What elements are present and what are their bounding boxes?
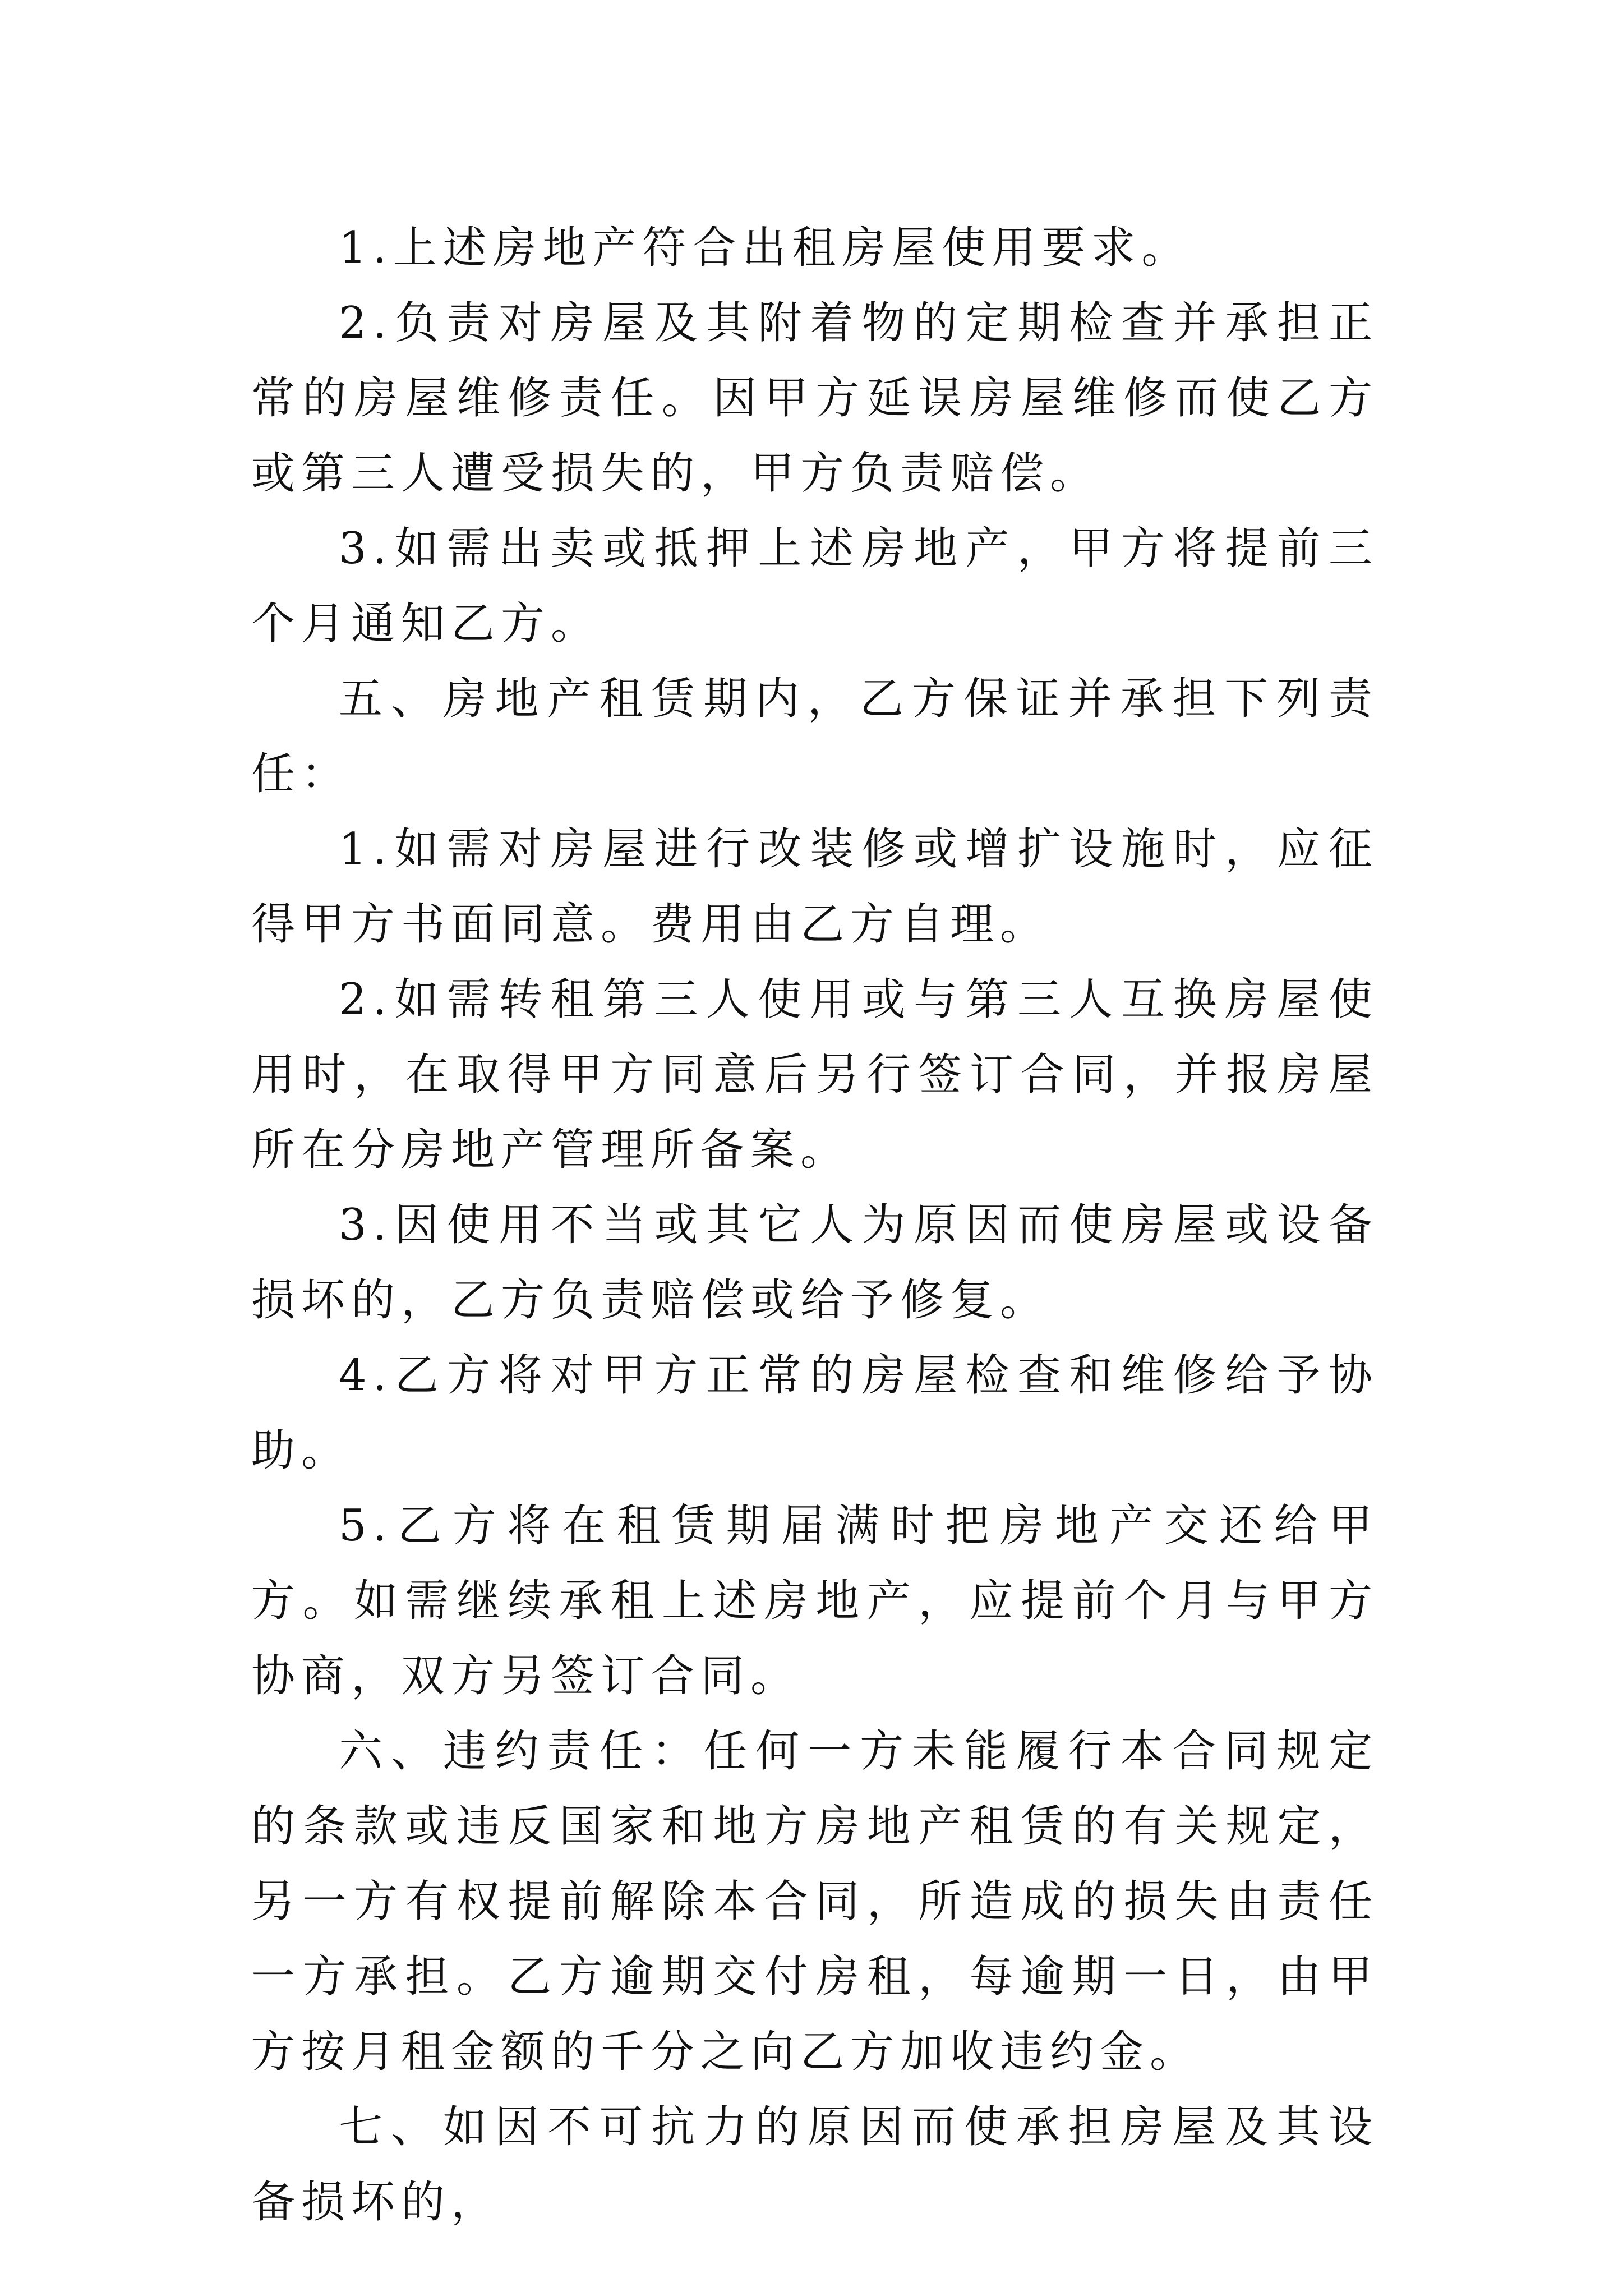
section-heading-paragraph: 五、房地产租赁期内，乙方保证并承担下列责任：: [251, 674, 1378, 799]
clause-paragraph: 2.负责对房屋及其附着物的定期检查并承担正常的房屋维修责任。因甲方延误房屋维修而使乙方或第三人遭受损失的，甲方负责赔偿。: [251, 298, 1378, 499]
clause-paragraph: 3.因使用不当或其它人为原因而使房屋或设备损坏的，乙方负责赔偿或给予修复。: [251, 1200, 1378, 1326]
clause-paragraph: 5.乙方将在租赁期届满时把房地产交还给甲方。如需继续承租上述房地产，应提前个月与甲方协商，双方另签订合同。: [251, 1501, 1378, 1701]
clause-paragraph: 3.如需出卖或抵押上述房地产，甲方将提前三个月通知乙方。: [251, 523, 1378, 649]
section-paragraph: 六、违约责任：任何一方未能履行本合同规定的条款或违反国家和地方房地产租赁的有关规定，另一方有权提前解除本合同，所造成的损失由责任一方承担。乙方逾期交付房租，每逾期一日，由甲方按月租金额的千分之向乙方加收违约金。: [251, 1726, 1378, 2077]
clause-paragraph: 1.如需对房屋进行改装修或增扩设施时，应征得甲方书面同意。费用由乙方自理。: [251, 824, 1378, 950]
clause-paragraph: 2.如需转租第三人使用或与第三人互换房屋使用时，在取得甲方同意后另行签订合同，并报房屋所在分房地产管理所备案。: [251, 974, 1378, 1175]
clause-paragraph: 4.乙方将对甲方正常的房屋检查和维修给予协助。: [251, 1350, 1378, 1476]
document-body: [251, 210, 1378, 2240]
clause-paragraph: 1.上述房地产符合出租房屋使用要求。: [339, 223, 1192, 273]
section-paragraph: 七、如因不可抗力的原因而使承担房屋及其设备损坏的，: [251, 2102, 1378, 2228]
